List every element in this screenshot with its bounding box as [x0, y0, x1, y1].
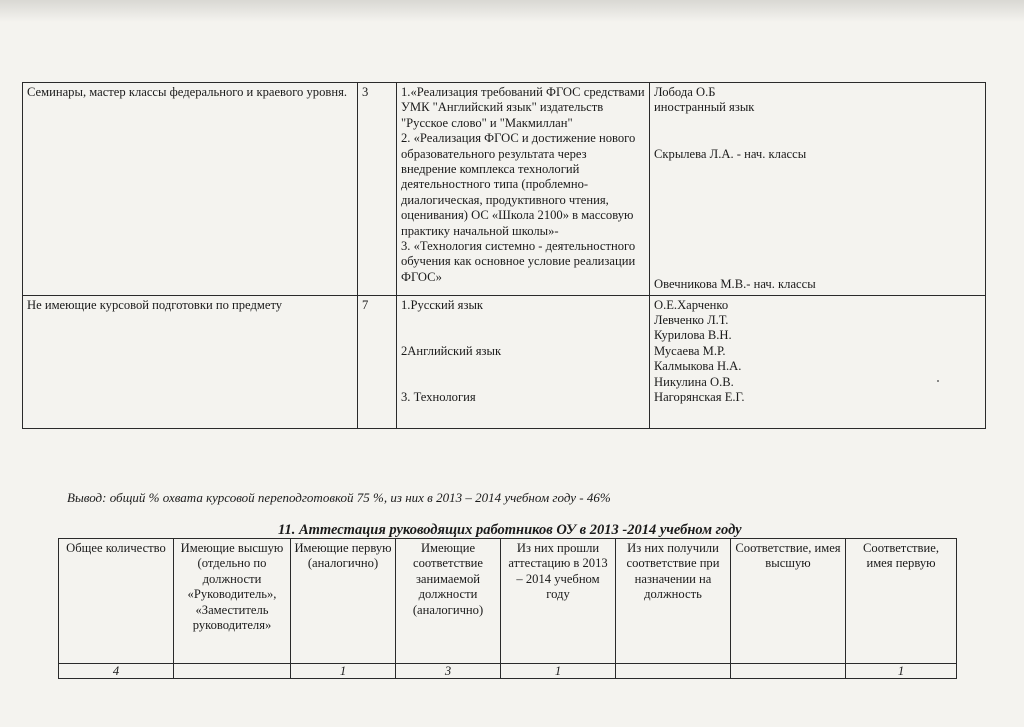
value-cell: 1	[291, 664, 396, 679]
category-cell: Семинары, мастер классы федерального и краевого уровня.	[23, 83, 358, 296]
subject-item: 2Английский язык	[401, 344, 502, 359]
person-name: Левченко Л.Т.	[654, 313, 729, 328]
value-cell: 3	[396, 664, 501, 679]
topic-item: 1.«Реализация требований ФГОС средствами УМК "Английский язык" издательств "Русское слово" и "Макмиллан"	[401, 85, 645, 130]
person-name: Нагорянская Е.Г.	[654, 390, 745, 405]
value-cell: 1	[846, 664, 957, 679]
topic-item: 2. «Реализация ФГОС и достижение нового образовательного результата через внедрение комплекса технологий деятельностного типа (проблемно-диалогическая, продуктивного чтения, оценивания) ОС «Школа 2100» в массовую практику начальной школы»-	[401, 131, 636, 238]
count-cell: 7	[358, 295, 397, 428]
people-cell	[650, 295, 986, 428]
person-name: Овечникова М.В.- нач. классы	[654, 277, 816, 292]
value-cell	[616, 664, 731, 679]
count-cell: 3	[358, 83, 397, 296]
person-name: О.Е.Харченко	[654, 297, 729, 312]
category-cell: Не имеющие курсовой подготовки по предмету	[23, 295, 358, 428]
value-cell	[731, 664, 846, 679]
subjects-cell	[397, 295, 650, 428]
value-cell: 4	[59, 664, 174, 679]
scan-speck	[937, 380, 939, 382]
person-subject: иностранный язык	[654, 100, 755, 115]
column-header: Имеющие высшую (отдельно по должности «Руководитель», «Заместитель руководителя»	[174, 539, 291, 664]
person-name: Мусаева М.Р.	[654, 343, 726, 358]
person-name: Скрылева Л.А. - нач. классы	[654, 146, 807, 161]
column-header: Общее количество	[59, 539, 174, 664]
subject-item: 1.Русский язык	[401, 297, 484, 312]
conclusion-text: Вывод: общий % охвата курсовой переподготовкой 75 %, из них в 2013 – 2014 учебном году - 46%	[67, 490, 611, 505]
column-header: Соответствие, имея первую	[846, 539, 957, 664]
person-name: Калмыкова Н.А.	[654, 359, 742, 374]
topics-cell	[397, 83, 650, 296]
scan-shadow	[0, 0, 1024, 22]
courses-table	[22, 82, 986, 429]
person-name: Лобода О.Б	[654, 85, 716, 99]
header-row	[59, 539, 957, 664]
section-title: 11. Аттестация руководящих работников ОУ в 2013 -2014 учебном году	[278, 522, 742, 538]
subject-item: 3. Технология	[401, 390, 476, 405]
table-row	[23, 295, 986, 428]
column-header: Из них прошли аттестацию в 2013 – 2014 учебном году	[501, 539, 616, 664]
attestation-table	[58, 538, 957, 679]
column-header: Имеющие соответствие занимаемой должности (аналогично)	[396, 539, 501, 664]
person-name: Курилова В.Н.	[654, 328, 732, 343]
table-row	[23, 83, 986, 296]
people-cell	[650, 83, 986, 296]
value-cell	[174, 664, 291, 679]
table-row	[59, 664, 957, 679]
column-header: Из них получили соответствие при назначении на должность	[616, 539, 731, 664]
value-cell: 1	[501, 664, 616, 679]
column-header: Соответствие, имея высшую	[731, 539, 846, 664]
column-header: Имеющие первую (аналогично)	[291, 539, 396, 664]
person-name: Никулина О.В.	[654, 374, 734, 389]
topic-item: 3. «Технология системно - деятельностного обучения как основное условие реализации ФГОС»	[401, 239, 636, 284]
